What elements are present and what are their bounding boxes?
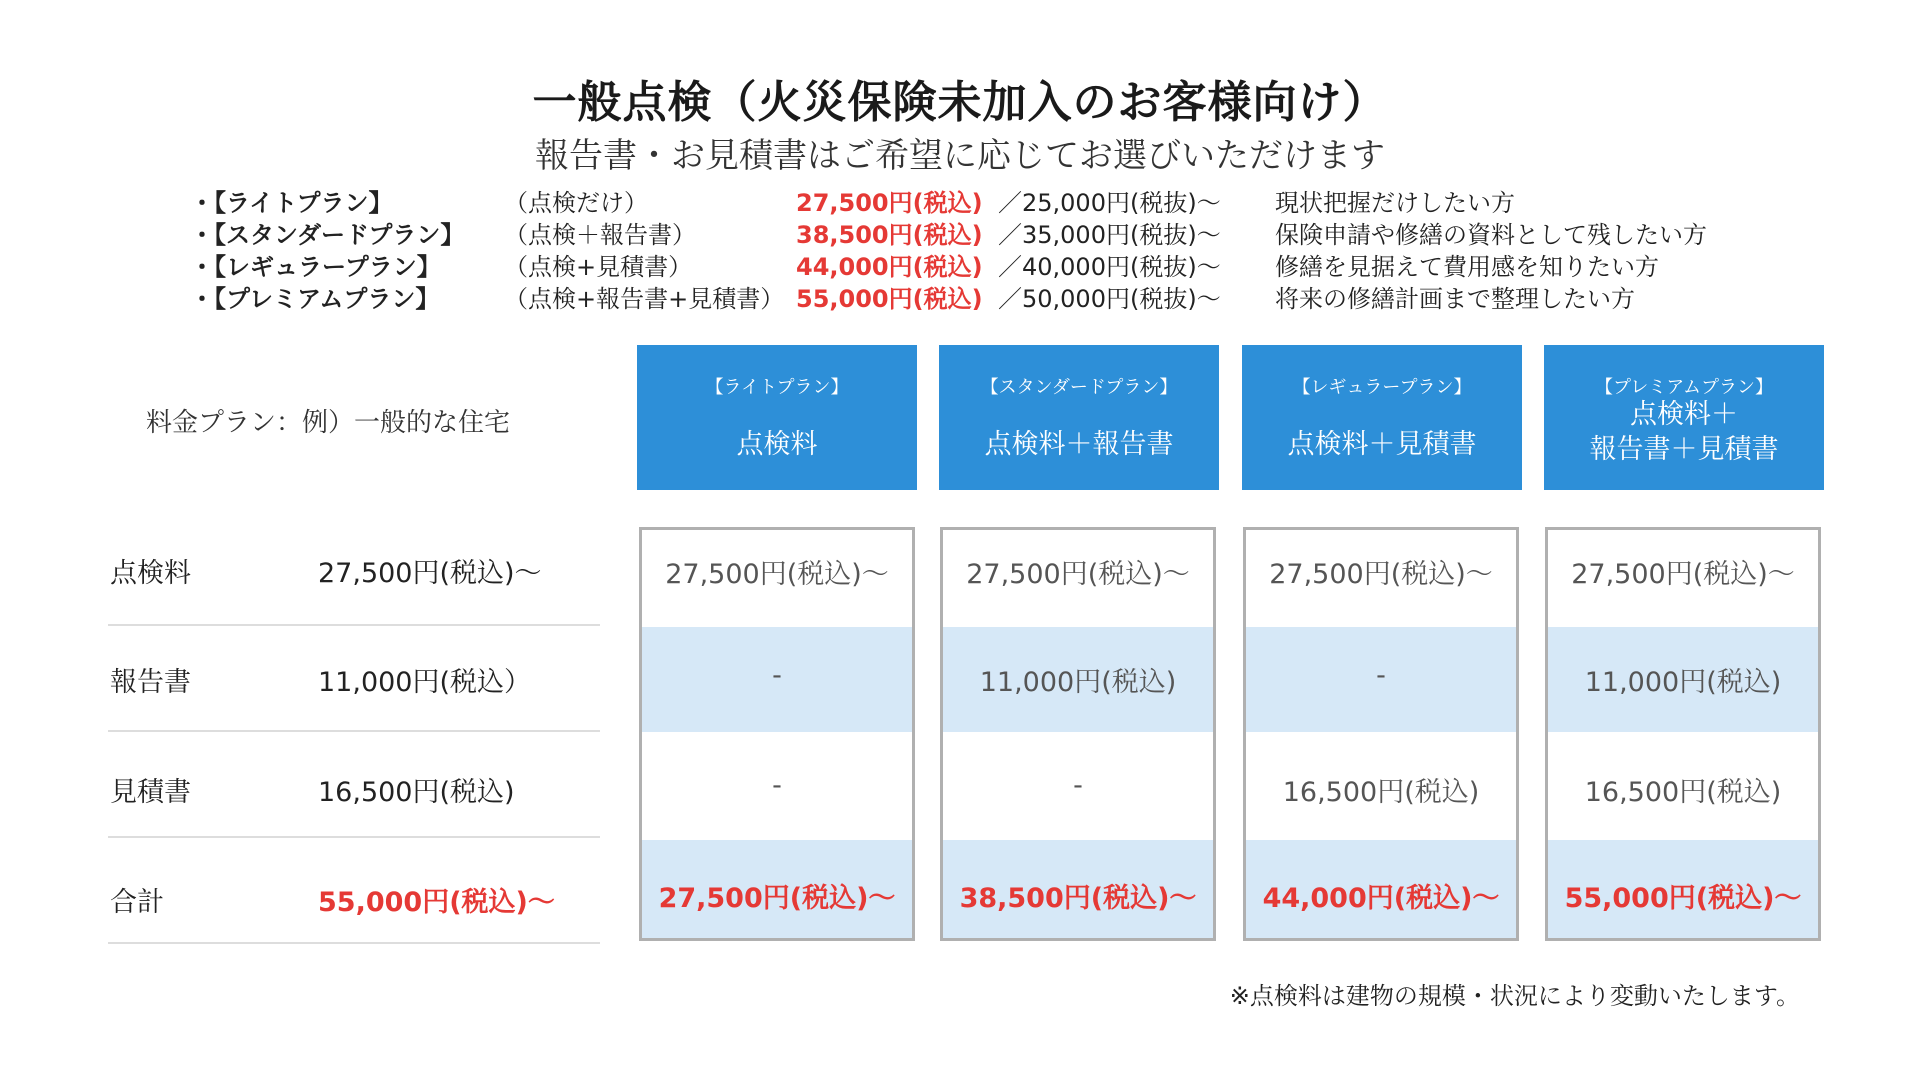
column-plan-description: 点検料 (736, 429, 818, 460)
plan-column-premium (1545, 527, 1821, 941)
plan-target: 将来の修繕計画まで整理したい方 (1275, 285, 1635, 313)
plan-target: 現状把握だけしたい方 (1275, 189, 1515, 217)
footnote: ※点検料は建物の規模・状況により変動いたします。 (1229, 982, 1800, 1010)
plan-price-tax-included: 27,500円(税込) (796, 189, 983, 217)
row-divider (108, 836, 600, 838)
column-plan-description-line-1: 点検料＋ (1630, 399, 1738, 430)
plan-name: ・【スタンダードプラン】 (190, 221, 465, 249)
page-title: 一般点検（火災保険未加入のお客様向け） (532, 77, 1388, 128)
column-plan-description: 点検料＋報告書 (984, 429, 1174, 460)
cell-total: 27,500円(税込)～ (658, 883, 896, 914)
cell-total: 44,000円(税込)～ (1262, 883, 1500, 914)
row-divider (108, 730, 600, 732)
column-plan-name: 【プレミアムプラン】 (1594, 377, 1774, 398)
column-header-regular (1242, 345, 1522, 490)
plan-description: （点検+報告書+見積書） (504, 285, 785, 313)
column-plan-description: 点検料＋見積書 (1287, 429, 1477, 460)
cell-estimate: - (1073, 770, 1083, 801)
plan-list-item-premium (190, 279, 1890, 311)
row-divider (108, 624, 600, 626)
plan-name: ・【ライトプラン】 (190, 189, 393, 217)
cell-report: - (1376, 660, 1386, 691)
row-divider (108, 942, 600, 944)
cell-inspection-fee: 27,500円(税込)～ (665, 559, 889, 590)
cell-total: 38,500円(税込)～ (959, 883, 1197, 914)
cell-estimate: 16,500円(税込) (1584, 777, 1782, 808)
column-plan-name: 【レギュラープラン】 (1292, 377, 1472, 398)
plan-price-tax-excluded: ／50,000円(税抜)～ (998, 285, 1221, 313)
cell-estimate: 16,500円(税込) (1282, 777, 1480, 808)
plan-description: （点検+見積書） (504, 253, 693, 281)
plan-price-tax-excluded: ／25,000円(税抜)～ (998, 189, 1221, 217)
plan-column-regular (1243, 527, 1519, 941)
plan-list-item-standard (190, 215, 1890, 247)
row-label: 見積書 (110, 777, 191, 808)
plan-list-item-light (190, 183, 1890, 215)
row-price: 11,000円(税込） (318, 667, 532, 698)
row-price: 16,500円(税込) (318, 777, 515, 808)
plan-price-tax-included: 44,000円(税込) (796, 253, 983, 281)
row-label: 報告書 (110, 667, 191, 698)
page-subtitle: 報告書・お見積書はご希望に応じてお選びいただけます (535, 136, 1385, 176)
cell-inspection-fee: 27,500円(税込)～ (1571, 559, 1795, 590)
row-total-price: 55,000円(税込)～ (318, 887, 555, 918)
cell-total: 55,000円(税込)～ (1564, 883, 1802, 914)
row-label: 点検料 (110, 558, 191, 589)
column-plan-name: 【ライトプラン】 (705, 377, 849, 398)
column-header-standard (939, 345, 1219, 490)
plan-target: 保険申請や修繕の資料として残したい方 (1275, 221, 1707, 249)
plan-column-standard (940, 527, 1216, 941)
plan-price-tax-excluded: ／40,000円(税抜)～ (998, 253, 1221, 281)
plan-price-tax-included: 38,500円(税込) (796, 221, 983, 249)
plan-column-light (639, 527, 915, 941)
cell-report: - (772, 660, 782, 691)
plan-description: （点検＋報告書） (504, 221, 696, 249)
plan-name: ・【レギュラープラン】 (190, 253, 441, 281)
plan-name: ・【プレミアムプラン】 (190, 285, 440, 313)
cell-estimate: - (772, 770, 782, 801)
plan-target: 修繕を見据えて費用感を知りたい方 (1275, 253, 1659, 281)
plan-list-item-regular (190, 247, 1890, 279)
column-plan-description-line-2: 報告書＋見積書 (1589, 434, 1779, 465)
row-label: 合計 (110, 887, 164, 918)
cell-inspection-fee: 27,500円(税込)～ (966, 559, 1190, 590)
plan-price-tax-included: 55,000円(税込) (796, 285, 983, 313)
cell-inspection-fee: 27,500円(税込)～ (1269, 559, 1493, 590)
table-caption: 料金プラン：例）一般的な住宅 (146, 408, 511, 438)
column-plan-name: 【スタンダードプラン】 (980, 377, 1178, 398)
row-price: 27,500円(税込)～ (318, 558, 542, 589)
cell-report: 11,000円(税込) (1584, 667, 1782, 698)
cell-report: 11,000円(税込) (979, 667, 1177, 698)
plan-description: （点検だけ） (504, 189, 648, 217)
plan-price-tax-excluded: ／35,000円(税抜)～ (998, 221, 1221, 249)
column-header-premium (1544, 345, 1824, 490)
column-header-light (637, 345, 917, 490)
